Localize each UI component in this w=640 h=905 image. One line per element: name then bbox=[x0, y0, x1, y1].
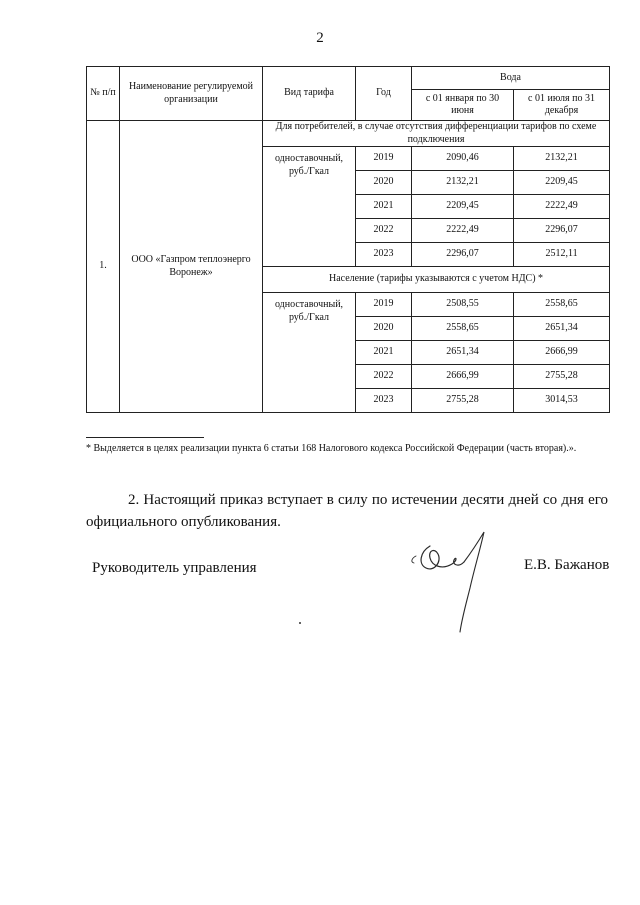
tariff-value-h1: 2508,55 bbox=[412, 293, 514, 317]
tariff-value-h1: 2558,65 bbox=[412, 317, 514, 341]
header-num: № п/п bbox=[87, 67, 120, 121]
tariff-value-h2: 2222,49 bbox=[514, 195, 610, 219]
tariff-type: одноставочный, руб./Гкал bbox=[263, 147, 356, 267]
tariff-value-h1: 2755,28 bbox=[412, 389, 514, 413]
organization-name: ООО «Газпром теплоэнерго Воронеж» bbox=[120, 121, 263, 413]
tariff-value-h1: 2209,45 bbox=[412, 195, 514, 219]
year-cell: 2020 bbox=[356, 317, 412, 341]
year-cell: 2023 bbox=[356, 243, 412, 267]
group-title: Для потребителей, в случае отсутствия дифференциации тарифов по схеме подключения bbox=[263, 121, 610, 147]
header-period-2: с 01 июля по 31 декабря bbox=[514, 90, 610, 121]
tariff-value-h2: 2558,65 bbox=[514, 293, 610, 317]
signer-title: Руководитель управления bbox=[92, 560, 257, 576]
tariff-value-h1: 2222,49 bbox=[412, 219, 514, 243]
tariff-value-h2: 2651,34 bbox=[514, 317, 610, 341]
tariff-value-h1: 2296,07 bbox=[412, 243, 514, 267]
year-cell: 2019 bbox=[356, 147, 412, 171]
signer-name: Е.В. Бажанов bbox=[524, 557, 610, 573]
year-cell: 2022 bbox=[356, 219, 412, 243]
footnote-divider bbox=[86, 437, 204, 438]
group-title: Население (тарифы указываются с учетом НДС) * bbox=[263, 267, 610, 293]
footnote: * Выделяется в целях реализации пункта 6 статьи 168 Налогового кодекса Российской Федерации (часть вторая).». bbox=[86, 443, 577, 454]
order-paragraph: 2. Настоящий приказ вступает в силу по истечении десяти дней со дня его официального опубликования. bbox=[86, 492, 608, 530]
signature-image bbox=[408, 528, 508, 636]
year-cell: 2021 bbox=[356, 195, 412, 219]
year-cell: 2021 bbox=[356, 341, 412, 365]
page-number: 2 bbox=[316, 30, 324, 46]
header-water: Вода bbox=[412, 67, 610, 90]
year-cell: 2023 bbox=[356, 389, 412, 413]
tariff-value-h2: 2296,07 bbox=[514, 219, 610, 243]
tariff-value-h1: 2090,46 bbox=[412, 147, 514, 171]
header-tariff-type: Вид тарифа bbox=[263, 67, 356, 121]
year-cell: 2022 bbox=[356, 365, 412, 389]
header-organization: Наименование регулируемой организации bbox=[120, 67, 263, 121]
scan-speck bbox=[299, 622, 301, 624]
tariff-value-h1: 2132,21 bbox=[412, 171, 514, 195]
tariff-value-h2: 2512,11 bbox=[514, 243, 610, 267]
tariff-value-h2: 2132,21 bbox=[514, 147, 610, 171]
tariff-value-h2: 2755,28 bbox=[514, 365, 610, 389]
tariff-value-h2: 2666,99 bbox=[514, 341, 610, 365]
tariff-value-h1: 2666,99 bbox=[412, 365, 514, 389]
tariff-value-h2: 3014,53 bbox=[514, 389, 610, 413]
tariff-value-h2: 2209,45 bbox=[514, 171, 610, 195]
year-cell: 2019 bbox=[356, 293, 412, 317]
year-cell: 2020 bbox=[356, 171, 412, 195]
tariff-value-h1: 2651,34 bbox=[412, 341, 514, 365]
header-period-1: с 01 января по 30 июня bbox=[412, 90, 514, 121]
header-year: Год bbox=[356, 67, 412, 121]
row-number: 1. bbox=[87, 121, 120, 413]
tariff-table bbox=[86, 66, 610, 413]
tariff-type: одноставочный, руб./Гкал bbox=[263, 293, 356, 413]
